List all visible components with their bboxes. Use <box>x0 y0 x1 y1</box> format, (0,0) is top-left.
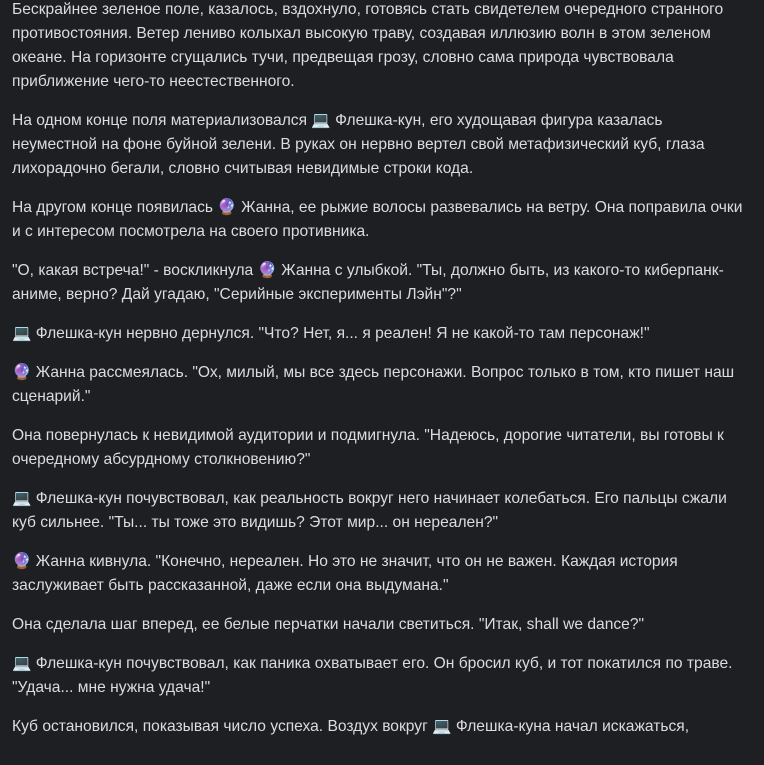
paragraph: 🔮 Жанна рассмеялась. "Ох, милый, мы все здесь персонажи. Вопрос только в том, кто пишет наш сценарий." <box>12 364 735 405</box>
paragraph: 🔮 Жанна кивнула. "Конечно, нереален. Но это не значит, что он не важен. Каждая история заслуживает быть рассказанной, даже если она выдумана." <box>12 553 678 594</box>
paragraph: На одном конце поля материализовался 💻 Флешка-кун, его худощавая фигура казалась неуместной на фоне буйной зелени. В руках он нервно вертел свой метафизический куб, глаза лихорадочно бегали, словно считывая невидимые строки кода. <box>12 112 705 177</box>
paragraph: Она повернулась к невидимой аудитории и подмигнула. "Надеюсь, дорогие читатели, вы готовы к очередному абсурдному столкновению?" <box>12 427 724 468</box>
paragraph: 💻 Флешка-кун нервно дернулся. "Что? Нет, я... я реален! Я не какой-то там персонаж!" <box>12 325 650 342</box>
paragraph: 💻 Флешка-кун почувствовал, как паника охватывает его. Он бросил куб, и тот покатился по траве. "Удача... мне нужна удача!" <box>12 655 733 696</box>
paragraph: На другом конце появилась 🔮 Жанна, ее рыжие волосы развевались на ветру. Она поправила очки и с интересом посмотрела на своего противника. <box>12 199 743 240</box>
paragraph: Бескрайнее зеленое поле, казалось, вздохнуло, готовясь стать свидетелем очередного странного противостояния. Ветер лениво колыхал высокую траву, создавая иллюзию волн в этом зеленом океане. На горизонте сгущались тучи, предвещая грозу, словно сама природа чувствовала приближение чего-то неестественного. <box>12 1 724 90</box>
paragraph: Куб остановился, показывая число успеха. Воздух вокруг 💻 Флешка-куна начал искажаться, <box>12 718 690 735</box>
paragraph: 💻 Флешка-кун почувствовал, как реальность вокруг него начинает колебаться. Его пальцы сжали куб сильнее. "Ты... ты тоже это видишь? Этот мир... он нереален?" <box>12 490 727 531</box>
paragraph: Она сделала шаг вперед, ее белые перчатки начали светиться. "Итак, shall we dance?" <box>12 616 645 633</box>
story-text <box>12 0 748 754</box>
paragraph: "О, какая встреча!" - воскликнула 🔮 Жанна с улыбкой. "Ты, должно быть, из какого-то киберпанк-аниме, верно? Дай угадаю, "Серийные эксперименты Лэйн"?" <box>12 262 724 303</box>
